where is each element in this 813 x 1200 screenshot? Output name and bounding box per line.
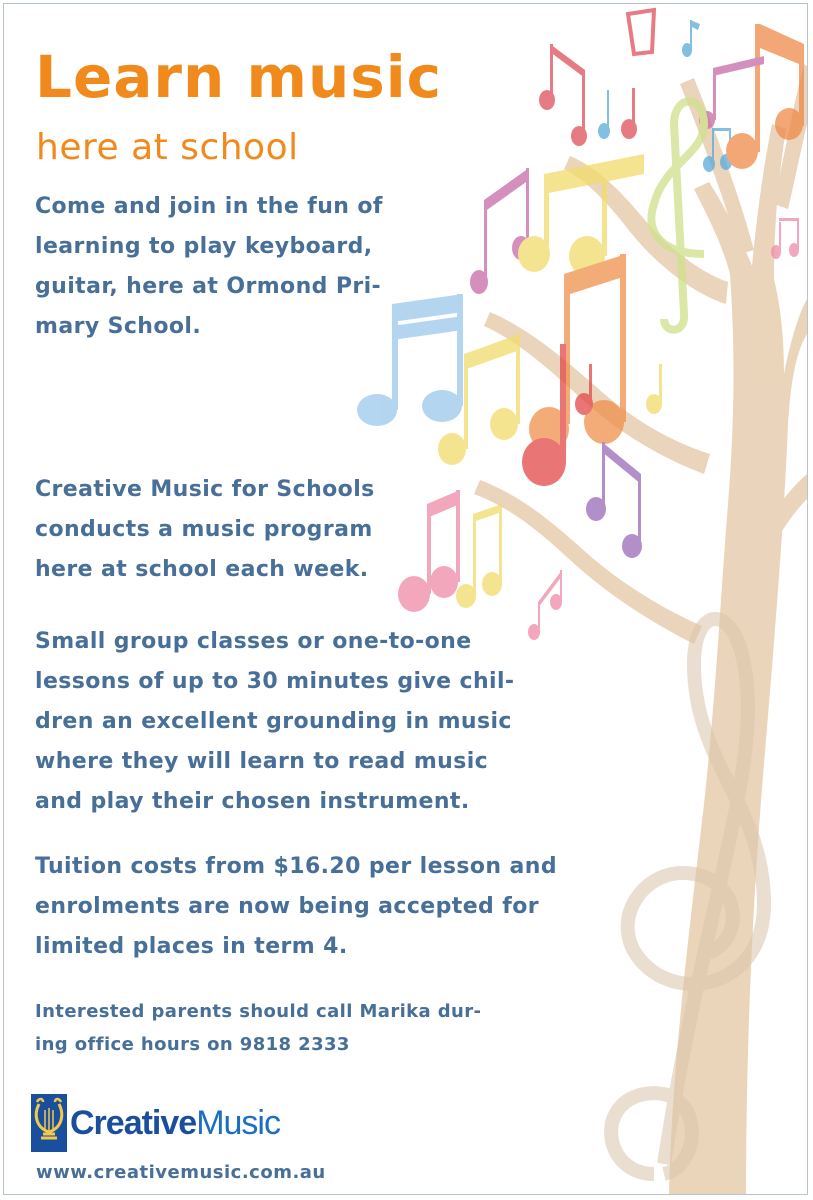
page-title: Learn music [35, 43, 443, 111]
classes-line: dren an excellent grounding in music [35, 709, 512, 734]
lyre-icon [31, 1094, 67, 1152]
contact-line: ing office hours on 9818 2333 [35, 1034, 350, 1055]
classes-line: and play their chosen instrument. [35, 789, 470, 814]
program-paragraph [35, 470, 375, 590]
logo-word-creative: Creative [70, 1104, 197, 1142]
flyer [3, 3, 808, 1195]
program-line: conducts a music program [35, 517, 373, 542]
classes-line: lessons of up to 30 minutes give chil- [35, 669, 515, 694]
page-subtitle: here at school [36, 127, 299, 168]
logo-word-music: Music [196, 1104, 280, 1142]
program-line: Creative Music for Schools [35, 477, 375, 502]
classes-line: Small group classes or one-to-one [35, 629, 472, 654]
intro-line: guitar, here at Ormond Pri- [35, 274, 382, 299]
tuition-line: limited places in term 4. [35, 934, 348, 959]
contact-line: Interested parents should call Marika dur- [35, 1001, 482, 1022]
classes-line: where they will learn to read music [35, 749, 489, 774]
intro-line: learning to play keyboard, [35, 234, 373, 259]
contact-paragraph [35, 995, 481, 1061]
tree-icon [474, 64, 807, 1194]
intro-line: mary School. [35, 314, 202, 339]
tuition-line: Tuition costs from $16.20 per lesson and [35, 854, 557, 879]
classes-paragraph [35, 622, 514, 822]
creative-music-logo [31, 1090, 291, 1150]
intro-line: Come and join in the fun of [35, 194, 383, 219]
logo-wordmark [70, 1104, 280, 1143]
tuition-paragraph [35, 847, 557, 967]
program-line: here at school each week. [35, 557, 369, 582]
website-link[interactable]: www.creativemusic.com.au [36, 1162, 326, 1183]
intro-paragraph [35, 187, 383, 347]
tuition-line: enrolments are now being accepted for [35, 894, 539, 919]
